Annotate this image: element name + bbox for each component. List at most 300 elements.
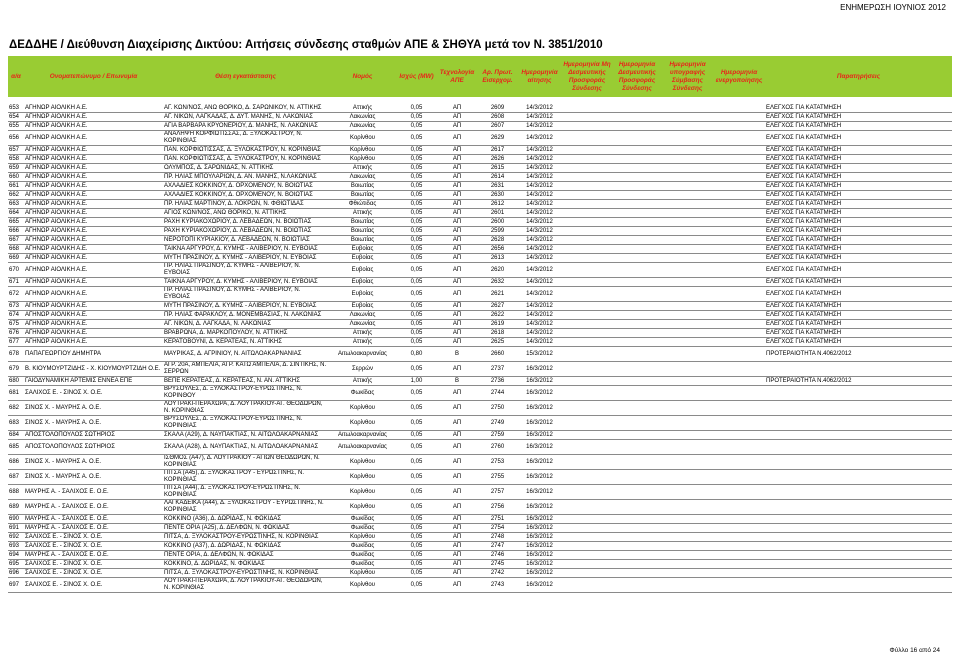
cell-power: 0,05 (397, 209, 436, 218)
cell-protocol: 2760 (478, 440, 517, 455)
cell-nonbinding (562, 347, 612, 362)
col-header-location: Θέση εγκατάστασης (215, 72, 276, 80)
cell-location: ΡΑΧΗ ΚΥΡΙΑΚΟΧΩΡΙΟΥ, Δ. ΛΕΒΑΔΕΩΝ, Ν. ΒΟΙΩΤΙΑΣ (163, 218, 328, 227)
cell-name: ΑΓΗΝΩΡ ΑΙΟΛΙΚΗ Α.Ε. (24, 302, 163, 311)
cell-protocol: 2746 (478, 551, 517, 560)
cell-power: 0,05 (397, 278, 436, 287)
cell-prefecture: Κορίνθου (328, 155, 397, 164)
cell-contract (662, 245, 713, 254)
cell-power: 0,80 (397, 347, 436, 362)
cell-technology: ΑΠ (436, 191, 478, 200)
col-header-activation-date: Ημερομηνία ενεργοποίησης (715, 68, 763, 84)
cell-activation (713, 347, 765, 362)
cell-activation (713, 254, 765, 263)
cell-protocol: 2621 (478, 287, 517, 302)
cell-prefecture: Λακωνίας (328, 173, 397, 182)
cell-protocol: 2618 (478, 329, 517, 338)
cell-activation (713, 227, 765, 236)
cell-date: 14/3/2012 (517, 311, 562, 320)
cell-binding (612, 431, 662, 440)
cell-location: ΒΡΥΣΟΥΛΕΣ, Δ. ΞΥΛΟΚΑΣΤΡΟΥ-ΕΥΡΩΣΤΙΝΗΣ, Ν. ΚΟΡΙΝΘΟΥ (163, 386, 328, 401)
cell-location: ΚΟΚΚΙΝΟ, Δ. ΔΩΡΙΔΑΣ, Ν. ΦΩΚΙΔΑΣ (163, 560, 328, 569)
cell-name: ΑΓΗΝΩΡ ΑΙΟΛΙΚΗ Α.Ε. (24, 191, 163, 200)
cell-contract (662, 263, 713, 278)
cell-location: ΠΙΤΣΑ (Α44), Δ. ΞΥΛΟΚΑΣΤΡΟΥ-ΕΥΡΩΣΤΙΝΗΣ, Ν. ΚΟΡΙΝΘΙΑΣ (163, 485, 328, 500)
cell-prefecture: Αττικής (328, 164, 397, 173)
cell-protocol: 2631 (478, 182, 517, 191)
cell-technology: ΑΠ (436, 401, 478, 416)
cell-nonbinding (562, 122, 612, 131)
cell-date: 16/3/2012 (517, 515, 562, 524)
table-row (8, 311, 952, 320)
cell-power: 1,00 (397, 377, 436, 386)
cell-activation (713, 218, 765, 227)
cell-binding (612, 278, 662, 287)
cell-prefecture: Αττικής (328, 329, 397, 338)
table-row (8, 287, 952, 302)
cell-name: ΠΑΠΑΓΕΩΡΓΙΟΥ ΔΗΜΗΤΡΑ (24, 347, 163, 362)
cell-nonbinding (562, 515, 612, 524)
table-row (8, 431, 952, 440)
cell-aa: 659 (8, 164, 24, 173)
cell-location: ΠΙΤΣΑ (Α45), Δ. ΞΥΛΟΚΑΣΤΡΟΥ - ΕΥΡΩΣΤΙΝΗΣ, Ν. ΚΟΡΙΝΘΙΑΣ (163, 470, 328, 485)
cell-contract (662, 347, 713, 362)
cell-technology: ΑΠ (436, 113, 478, 122)
cell-date: 14/3/2012 (517, 278, 562, 287)
cell-power: 0,05 (397, 401, 436, 416)
table-row (8, 578, 952, 593)
cell-technology: ΑΠ (436, 569, 478, 578)
cell-technology: ΑΠ (436, 122, 478, 131)
cell-activation (713, 455, 765, 470)
table-row (8, 155, 952, 164)
cell-date: 16/3/2012 (517, 431, 562, 440)
cell-location: ΒΡΑΒΡΩΝΑ, Δ. ΜΑΡΚΟΠΟΥΛΟΥ, Ν. ΑΤΤΙΚΗΣ (163, 329, 328, 338)
cell-notes: ΕΛΕΓΧΟΣ ΓΙΑ ΚΑΤΑΤΜΗΣΗ (765, 131, 952, 146)
cell-protocol: 2630 (478, 191, 517, 200)
cell-aa: 673 (8, 302, 24, 311)
cell-nonbinding (562, 500, 612, 515)
col-header-name: Ονοματεπώνυμο / Επωνυμία (49, 72, 138, 80)
table-row (8, 218, 952, 227)
cell-protocol: 2754 (478, 524, 517, 533)
table-row (8, 104, 952, 113)
table-row (8, 131, 952, 146)
cell-binding (612, 470, 662, 485)
cell-binding (612, 485, 662, 500)
cell-contract (662, 254, 713, 263)
cell-nonbinding (562, 362, 612, 377)
cell-contract (662, 578, 713, 593)
cell-protocol: 2619 (478, 320, 517, 329)
cell-prefecture: Αιτωλοακαρνανίας (328, 440, 397, 455)
cell-technology: ΑΠ (436, 329, 478, 338)
cell-notes: ΕΛΕΓΧΟΣ ΓΙΑ ΚΑΤΑΤΜΗΣΗ (765, 236, 952, 245)
cell-name: ΑΓΗΝΩΡ ΑΙΟΛΙΚΗ Α.Ε. (24, 173, 163, 182)
table-row (8, 500, 952, 515)
cell-aa: 679 (8, 362, 24, 377)
cell-location: ΑΓΙΟΣ ΚΩΝ/ΝΟΣ, ΑΝΩ ΘΟΡΙΚΟ, Ν. ΑΤΤΙΚΗΣ (163, 209, 328, 218)
cell-activation (713, 320, 765, 329)
cell-protocol: 2757 (478, 485, 517, 500)
cell-aa: 693 (8, 542, 24, 551)
cell-nonbinding (562, 218, 612, 227)
cell-binding (612, 440, 662, 455)
page-footer: Φύλλο 16 από 24 (889, 647, 940, 654)
cell-contract (662, 311, 713, 320)
cell-contract (662, 470, 713, 485)
cell-binding (612, 164, 662, 173)
cell-power: 0,05 (397, 524, 436, 533)
cell-aa: 694 (8, 551, 24, 560)
cell-technology: ΑΠ (436, 560, 478, 569)
cell-technology: ΑΠ (436, 302, 478, 311)
cell-protocol: 2751 (478, 515, 517, 524)
cell-notes (765, 542, 952, 551)
cell-technology: ΑΠ (436, 311, 478, 320)
cell-prefecture: Λακωνίας (328, 122, 397, 131)
cell-name: ΑΓΗΝΩΡ ΑΙΟΛΙΚΗ Α.Ε. (24, 245, 163, 254)
cell-aa: 658 (8, 155, 24, 164)
cell-nonbinding (562, 191, 612, 200)
cell-notes (765, 524, 952, 533)
col-header-aa: α/α (11, 72, 21, 80)
cell-binding (612, 311, 662, 320)
cell-protocol: 2737 (478, 362, 517, 377)
cell-power: 0,05 (397, 320, 436, 329)
cell-technology: ΑΠ (436, 227, 478, 236)
cell-aa: 669 (8, 254, 24, 263)
table-header-row (8, 56, 952, 97)
cell-power: 0,05 (397, 500, 436, 515)
cell-notes (765, 455, 952, 470)
cell-contract (662, 173, 713, 182)
cell-notes: ΕΛΕΓΧΟΣ ΓΙΑ ΚΑΤΑΤΜΗΣΗ (765, 191, 952, 200)
cell-aa: 677 (8, 338, 24, 347)
cell-technology: ΑΠ (436, 218, 478, 227)
update-date: ΕΝΗΜΕΡΩΣΗ ΙΟΥΝΙΟΣ 2012 (840, 3, 946, 12)
cell-name: ΣΑΛΙΧΟΣ Ε. - ΣΙΝΟΣ Χ. Ο.Ε. (24, 386, 163, 401)
cell-activation (713, 287, 765, 302)
cell-power: 0,05 (397, 329, 436, 338)
cell-date: 14/3/2012 (517, 302, 562, 311)
cell-contract (662, 485, 713, 500)
cell-nonbinding (562, 146, 612, 155)
cell-contract (662, 533, 713, 542)
col-header-protocol: Αρ. Πρωτ. Εισερχομ. (482, 68, 513, 84)
cell-name: ΣΑΛΙΧΟΣ Ε. - ΣΙΝΟΣ Χ. Ο.Ε. (24, 533, 163, 542)
cell-power: 0,05 (397, 311, 436, 320)
cell-binding (612, 209, 662, 218)
cell-power: 0,05 (397, 470, 436, 485)
cell-prefecture: Κορίνθου (328, 131, 397, 146)
cell-date: 14/3/2012 (517, 263, 562, 278)
cell-technology: ΑΠ (436, 320, 478, 329)
cell-protocol: 2617 (478, 146, 517, 155)
cell-notes (765, 485, 952, 500)
cell-aa: 666 (8, 227, 24, 236)
table-row (8, 146, 952, 155)
cell-protocol: 2749 (478, 416, 517, 431)
cell-contract (662, 104, 713, 113)
cell-location: ΠΕΝΤΕ ΟΡΙΑ (Α25), Δ. ΔΕΛΦΩΝ, Ν. ΦΩΚΙΔΑΣ (163, 524, 328, 533)
cell-aa: 654 (8, 113, 24, 122)
cell-name: ΑΠΟΣΤΟΛΟΠΟΥΛΟΣ ΣΩΤΗΡΙΟΣ (24, 440, 163, 455)
cell-activation (713, 515, 765, 524)
cell-power: 0,05 (397, 302, 436, 311)
cell-prefecture: Λακωνίας (328, 320, 397, 329)
cell-binding (612, 302, 662, 311)
cell-binding (612, 227, 662, 236)
cell-activation (713, 164, 765, 173)
cell-prefecture: Κορίνθου (328, 500, 397, 515)
cell-aa: 689 (8, 500, 24, 515)
cell-prefecture: Φωκίδας (328, 551, 397, 560)
table-row (8, 542, 952, 551)
cell-protocol: 2601 (478, 209, 517, 218)
cell-location: ΚΕΡΑΤΟΒΟΥΝΙ, Δ. ΚΕΡΑΤΕΑΣ, Ν. ΑΤΤΙΚΗΣ (163, 338, 328, 347)
cell-protocol: 2600 (478, 218, 517, 227)
cell-nonbinding (562, 377, 612, 386)
cell-aa: 674 (8, 311, 24, 320)
cell-power: 0,05 (397, 131, 436, 146)
cell-power: 0,05 (397, 227, 436, 236)
cell-protocol: 2615 (478, 164, 517, 173)
cell-aa: 682 (8, 401, 24, 416)
cell-nonbinding (562, 533, 612, 542)
cell-contract (662, 122, 713, 131)
cell-technology: ΑΠ (436, 173, 478, 182)
cell-aa: 668 (8, 245, 24, 254)
cell-name: ΣΙΝΟΣ Χ. - ΜΑΥΡΗΣ Α. Ο.Ε. (24, 470, 163, 485)
cell-aa: 681 (8, 386, 24, 401)
cell-name: ΑΓΗΝΩΡ ΑΙΟΛΙΚΗ Α.Ε. (24, 329, 163, 338)
cell-prefecture: Φωκίδας (328, 386, 397, 401)
cell-activation (713, 533, 765, 542)
cell-prefecture: Ευβοίας (328, 245, 397, 254)
table-row (8, 329, 952, 338)
cell-name: ΑΓΗΝΩΡ ΑΙΟΛΙΚΗ Α.Ε. (24, 311, 163, 320)
cell-technology: ΑΠ (436, 542, 478, 551)
cell-power: 0,05 (397, 416, 436, 431)
cell-nonbinding (562, 113, 612, 122)
cell-aa: 692 (8, 533, 24, 542)
cell-aa: 655 (8, 122, 24, 131)
table-row (8, 485, 952, 500)
cell-aa: 656 (8, 131, 24, 146)
table-row (8, 113, 952, 122)
cell-power: 0,05 (397, 287, 436, 302)
cell-technology: ΑΠ (436, 338, 478, 347)
cell-location: ΤΑΙΚΝΑ ΑΡΓΥΡΟΥ, Δ. ΚΥΜΗΣ - ΑΛΙΒΕΡΙΟΥ, Ν. ΕΥΒΟΙΑΣ (163, 278, 328, 287)
cell-activation (713, 485, 765, 500)
cell-date: 14/3/2012 (517, 329, 562, 338)
cell-nonbinding (562, 263, 612, 278)
cell-aa: 683 (8, 416, 24, 431)
cell-binding (612, 104, 662, 113)
cell-binding (612, 455, 662, 470)
cell-notes (765, 578, 952, 593)
cell-power: 0,05 (397, 245, 436, 254)
cell-protocol: 2744 (478, 386, 517, 401)
cell-name: ΓΑΙΟΔΥΝΑΜΙΚΗ ΑΡΤΕΜΙΣ ΕΝΝΕΑ ΕΠΕ (24, 377, 163, 386)
cell-notes: ΕΛΕΓΧΟΣ ΓΙΑ ΚΑΤΑΤΜΗΣΗ (765, 278, 952, 287)
cell-notes: ΕΛΕΓΧΟΣ ΓΙΑ ΚΑΤΑΤΜΗΣΗ (765, 263, 952, 278)
cell-binding (612, 329, 662, 338)
cell-prefecture: Κορίνθου (328, 470, 397, 485)
cell-contract (662, 500, 713, 515)
cell-power: 0,05 (397, 218, 436, 227)
cell-technology: ΑΠ (436, 362, 478, 377)
cell-aa: 686 (8, 455, 24, 470)
cell-notes: ΠΡΟΤΕΡΑΙΟΤΗΤΑ Ν.4062/2012 (765, 377, 952, 386)
cell-location: ΟΛΥΜΠΟΣ, Δ. ΣΑΡΩΝΙΔΑΣ, Ν. ΑΤΤΙΚΗΣ (163, 164, 328, 173)
cell-prefecture: Κορίνθου (328, 146, 397, 155)
cell-power: 0,05 (397, 431, 436, 440)
cell-technology: ΑΠ (436, 533, 478, 542)
cell-binding (612, 569, 662, 578)
cell-power: 0,05 (397, 200, 436, 209)
cell-technology: ΑΠ (436, 182, 478, 191)
cell-protocol: 2628 (478, 236, 517, 245)
cell-protocol: 2759 (478, 431, 517, 440)
col-header-application-date: Ημερομηνία αίτησης (521, 68, 558, 84)
cell-prefecture: Κορίνθου (328, 401, 397, 416)
cell-name: ΑΓΗΝΩΡ ΑΙΟΛΙΚΗ Α.Ε. (24, 131, 163, 146)
cell-notes (765, 560, 952, 569)
cell-location: ΠΡ. ΗΛΙΑΣ ΜΠΟΥΛΑΡΙΩΝ, Δ. ΑΝ. ΜΑΝΗΣ, Ν.ΛΑΚΩΝΙΑΣ (163, 173, 328, 182)
cell-location: ΚΟΚΚΙΝΟ (Α37), Δ. ΔΩΡΙΔΑΣ, Ν. ΦΩΚΙΔΑΣ (163, 542, 328, 551)
cell-technology: ΑΠ (436, 551, 478, 560)
cell-notes: ΕΛΕΓΧΟΣ ΓΙΑ ΚΑΤΑΤΜΗΣΗ (765, 155, 952, 164)
cell-date: 14/3/2012 (517, 227, 562, 236)
cell-technology: ΑΠ (436, 164, 478, 173)
cell-technology: ΑΠ (436, 254, 478, 263)
cell-location: ΡΑΧΗ ΚΥΡΙΑΚΟΧΩΡΙΟΥ, Δ. ΛΕΒΑΔΕΩΝ, Ν. ΒΟΙΩΤΙΑΣ (163, 227, 328, 236)
cell-name: ΣΑΛΙΧΟΣ Ε. - ΣΙΝΟΣ Χ. Ο.Ε. (24, 578, 163, 593)
cell-prefecture: Βοιωτίας (328, 236, 397, 245)
cell-binding (612, 173, 662, 182)
cell-aa: 657 (8, 146, 24, 155)
col-header-nonbinding-offer-date: Ημερομηνία Μη Δεσμευτικής Προσφοράς Σύνδεσης (563, 60, 611, 92)
cell-activation (713, 131, 765, 146)
cell-date: 16/3/2012 (517, 401, 562, 416)
cell-power: 0,05 (397, 113, 436, 122)
cell-name: ΣΑΛΙΧΟΣ Ε. - ΣΙΝΟΣ Χ. Ο.Ε. (24, 569, 163, 578)
cell-activation (713, 191, 765, 200)
cell-technology: ΑΠ (436, 500, 478, 515)
cell-aa: 663 (8, 200, 24, 209)
table-row (8, 173, 952, 182)
cell-aa: 685 (8, 440, 24, 455)
cell-location: ΑΓΡ. 20Α, ΑΜΠΕΛΙΑ, ΑΓΡ. ΚΑΤΩ ΑΜΠΕΛΙΑ, Δ. ΣΙΝΤΙΚΗΣ, Ν. ΣΕΡΡΩΝ (164, 362, 327, 375)
cell-location: ΜΥΤΗ ΠΡΑΣΙΝΟΥ, Δ. ΚΥΜΗΣ - ΑΛΙΒΕΡΙΟΥ, Ν. ΕΥΒΟΙΑΣ (163, 302, 328, 311)
cell-name: ΣΑΛΙΧΟΣ Ε. - ΣΙΝΟΣ Χ. Ο.Ε. (24, 560, 163, 569)
col-header-power: Ισχύς (MW) (399, 72, 434, 80)
cell-notes (765, 386, 952, 401)
cell-protocol: 2620 (478, 263, 517, 278)
table-row (8, 122, 952, 131)
cell-location: ΠΡ. ΗΛΙΑΣ ΠΡΑΣΙΝΟΥ, Δ. ΚΥΜΗΣ - ΑΛΙΒΕΡΙΟΥ, Ν. ΕΥΒΟΙΑΣ (163, 287, 328, 302)
cell-prefecture: Κορίνθου (328, 533, 397, 542)
cell-binding (612, 131, 662, 146)
cell-location: ΠΙΤΣΑ, Δ. ΞΥΛΟΚΑΣΤΡΟΥ-ΕΥΡΩΣΤΙΝΗΣ, Ν. ΚΟΡΙΝΘΙΑΣ (163, 569, 328, 578)
cell-technology: ΑΠ (436, 455, 478, 470)
cell-technology: ΑΠ (436, 131, 478, 146)
cell-protocol: 2622 (478, 311, 517, 320)
cell-protocol: 2609 (478, 104, 517, 113)
cell-protocol: 2629 (478, 131, 517, 146)
cell-power: 0,05 (397, 338, 436, 347)
cell-location: ΠΑΝ. ΚΟΡΦΙΩΤΙΣΣΑΣ, Δ. ΞΥΛΟΚΑΣΤΡΟΥ, Ν. ΚΟΡΙΝΘΙΑΣ (163, 155, 328, 164)
cell-date: 16/3/2012 (517, 455, 562, 470)
cell-nonbinding (562, 485, 612, 500)
table-body (8, 97, 952, 593)
cell-notes (765, 470, 952, 485)
cell-activation (713, 560, 765, 569)
cell-prefecture: Κορίνθου (328, 578, 397, 593)
cell-notes: ΕΛΕΓΧΟΣ ΓΙΑ ΚΑΤΑΤΜΗΣΗ (765, 302, 952, 311)
cell-technology: ΑΠ (436, 236, 478, 245)
table-row (8, 227, 952, 236)
cell-notes: ΕΛΕΓΧΟΣ ΓΙΑ ΚΑΤΑΤΜΗΣΗ (765, 338, 952, 347)
cell-activation (713, 302, 765, 311)
cell-notes: ΕΛΕΓΧΟΣ ΓΙΑ ΚΑΤΑΤΜΗΣΗ (765, 218, 952, 227)
cell-name: ΜΑΥΡΗΣ Α. - ΣΑΛΙΧΟΣ Ε. Ο.Ε. (24, 500, 163, 515)
cell-date: 14/3/2012 (517, 200, 562, 209)
col-header-contract-date: Ημερομηνία υπογραφής Σύμβασης Σύνδεσης (669, 60, 706, 92)
cell-binding (612, 401, 662, 416)
cell-aa: 680 (8, 377, 24, 386)
cell-power: 0,05 (397, 362, 436, 377)
cell-location: ΑΓΙΑ ΒΑΡΒΑΡΑ ΚΡΥΟΝΕΡΙΟΥ, Δ. ΜΑΝΗΣ, Ν. ΛΑΚΩΝΙΑΣ (163, 122, 328, 131)
cell-name: ΑΓΗΝΩΡ ΑΙΟΛΙΚΗ Α.Ε. (24, 278, 163, 287)
cell-power: 0,05 (397, 182, 436, 191)
cell-binding (612, 578, 662, 593)
cell-power: 0,05 (397, 485, 436, 500)
cell-power: 0,05 (397, 386, 436, 401)
cell-date: 14/3/2012 (517, 155, 562, 164)
cell-date: 14/3/2012 (517, 236, 562, 245)
cell-power: 0,05 (397, 155, 436, 164)
cell-protocol: 2614 (478, 173, 517, 182)
cell-notes: ΕΛΕΓΧΟΣ ΓΙΑ ΚΑΤΑΤΜΗΣΗ (765, 320, 952, 329)
cell-date: 14/3/2012 (517, 245, 562, 254)
cell-activation (713, 200, 765, 209)
cell-name: ΑΠΟΣΤΟΛΟΠΟΥΛΟΣ ΣΩΤΗΡΙΟΣ (24, 431, 163, 440)
cell-activation (713, 338, 765, 347)
cell-nonbinding (562, 470, 612, 485)
cell-protocol: 2625 (478, 338, 517, 347)
cell-location: ΛΟΥΤΡΑΚΙ-ΠΕΡΑΧΩΡΑ, Δ. ΛΟΥΤΡΑΚΙΟΥ-ΑΓ. ΘΕΟΔΩΡΩΝ, Ν. ΚΟΡΙΝΘΙΑΣ (163, 578, 328, 593)
cell-date: 16/3/2012 (517, 569, 562, 578)
cell-binding (612, 236, 662, 245)
cell-prefecture: Ευβοίας (328, 287, 397, 302)
cell-aa: 672 (8, 287, 24, 302)
table-row (8, 560, 952, 569)
table-row (8, 362, 952, 377)
cell-protocol: 2613 (478, 254, 517, 263)
cell-notes: ΕΛΕΓΧΟΣ ΓΙΑ ΚΑΤΑΤΜΗΣΗ (765, 173, 952, 182)
table-row (8, 302, 952, 311)
cell-activation (713, 431, 765, 440)
table-row (8, 191, 952, 200)
cell-notes: ΕΛΕΓΧΟΣ ΓΙΑ ΚΑΤΑΤΜΗΣΗ (765, 104, 952, 113)
cell-contract (662, 113, 713, 122)
cell-prefecture: Κορίνθου (328, 416, 397, 431)
col-header-notes: Παρατηρήσεις (836, 72, 881, 80)
cell-aa: 695 (8, 560, 24, 569)
